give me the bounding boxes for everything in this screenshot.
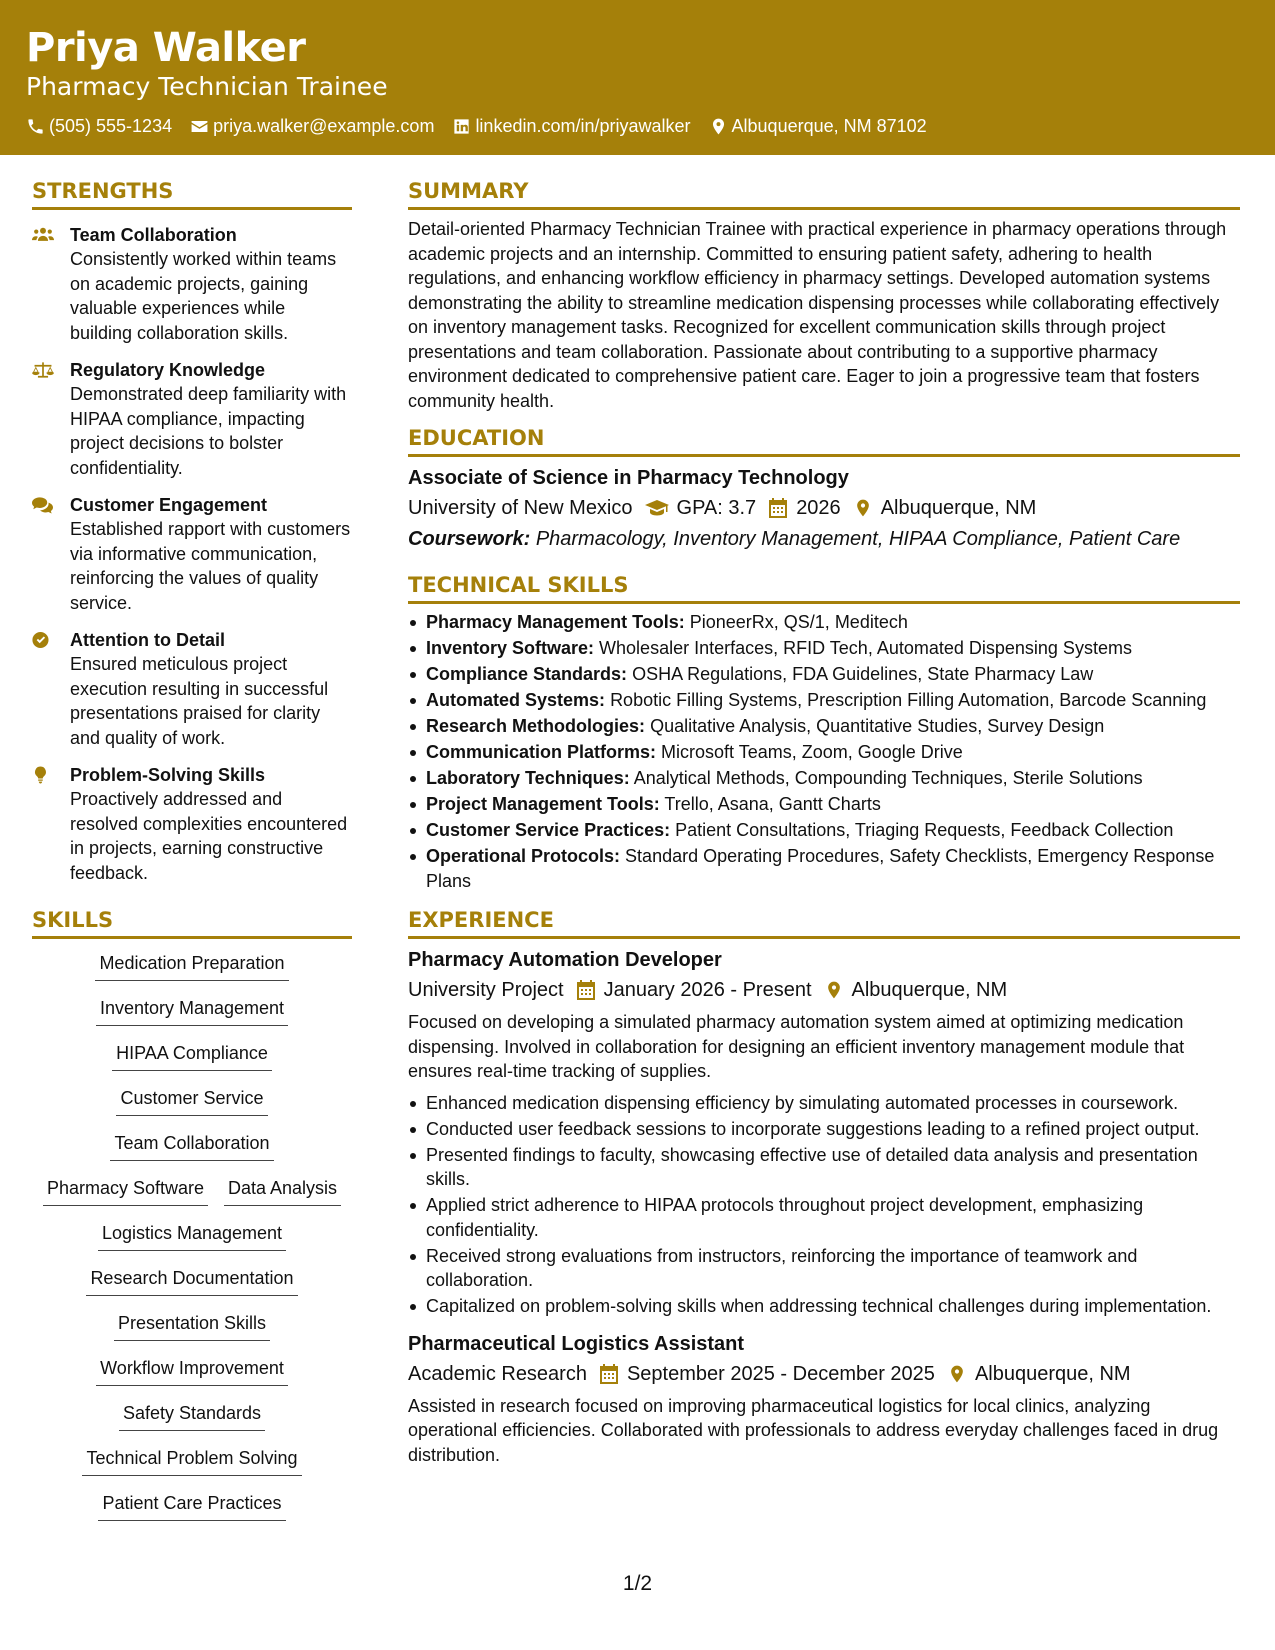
strength-desc: Demonstrated deep familiarity with HIPAA compliance, impacting project decisions to bolster confidentiality.	[70, 384, 347, 478]
strength-desc: Ensured meticulous project execution resulting in successful presentations praised for clarity and quality of work.	[70, 654, 329, 748]
job-location: Albuquerque, NM	[851, 979, 1008, 1001]
strength-title: Customer Engagement	[70, 495, 268, 515]
strength-title: Regulatory Knowledge	[70, 360, 266, 380]
list-item: Customer Service Practices: Patient Consultations, Triaging Requests, Feedback Collection	[408, 818, 1240, 843]
comments-icon	[32, 495, 54, 515]
resume-header	[0, 0, 1275, 155]
technical-skills-heading: TECHNICAL SKILLS	[408, 572, 1240, 604]
job-meta	[408, 977, 1240, 1003]
job-dates: January 2026 - Present	[603, 979, 812, 1001]
graduation-cap-icon	[645, 498, 669, 518]
education-meta	[408, 495, 1240, 521]
education-location: Albuquerque, NM	[880, 497, 1037, 519]
summary-text: Detail-oriented Pharmacy Technician Trainee with practical experience in pharmacy operations through academic projects and an internship. Committed to ensuring patient safety, adhering to health regulations, and enhancing workflow efficiency in pharmacy settings. Developed automation systems demonstrating the ability to streamline medication dispensing processes while collaborating effectively on inventory management tasks. Recognized for excellent communication skills through project presentations and team collaboration. Passionate about contributing to a supportive pharmacy environment dedicated to comprehensive patient care. Eager to join a progressive team that fosters community health.	[408, 219, 1227, 411]
job-dates: September 2025 - December 2025	[626, 1362, 935, 1385]
education-section	[408, 425, 1240, 552]
list-item: Presented findings to faculty, showcasing effective use of detailed data analysis and presentation skills.	[408, 1143, 1240, 1192]
technical-skills-list	[408, 610, 1240, 893]
skill-tag: Team Collaboration	[110, 1131, 273, 1161]
skill-tag: Medication Preparation	[95, 951, 288, 981]
map-marker-icon	[947, 1364, 967, 1384]
list-item: Communication Platforms: Microsoft Teams, Zoom, Google Drive	[408, 740, 1240, 765]
phone-text: (505) 555-1234	[49, 116, 173, 136]
skill-tag: Technical Problem Solving	[82, 1446, 301, 1476]
skill-tag: Presentation Skills	[114, 1311, 270, 1341]
phone-icon	[26, 117, 45, 136]
strength-title: Attention to Detail	[70, 630, 225, 650]
coursework-text: Pharmacology, Inventory Management, HIPAA Compliance, Patient Care	[535, 528, 1181, 550]
strength-item	[32, 223, 352, 345]
coursework-line	[408, 526, 1240, 552]
map-marker-icon	[709, 117, 728, 136]
list-item: Compliance Standards: OSHA Regulations, FDA Guidelines, State Pharmacy Law	[408, 662, 1240, 687]
map-marker-icon	[824, 980, 844, 1000]
skill-tag: Inventory Management	[96, 996, 288, 1026]
users-icon	[32, 225, 54, 245]
location-text: Albuquerque, NM 87102	[731, 116, 927, 136]
list-item: Operational Protocols: Standard Operating Procedures, Safety Checklists, Emergency Response Plans	[408, 844, 1240, 893]
map-marker-icon	[853, 498, 873, 518]
calendar-icon	[768, 498, 788, 518]
experience-entry	[408, 1331, 1240, 1468]
list-item: Enhanced medication dispensing efficiency by simulating automated processes in coursework.	[408, 1091, 1240, 1116]
strength-item	[32, 763, 352, 885]
experience-section	[408, 907, 1240, 1467]
skill-tag: Safety Standards	[119, 1401, 265, 1431]
job-bullets	[408, 1091, 1240, 1319]
scale-icon	[32, 360, 54, 380]
list-item: Applied strict adherence to HIPAA protocols throughout project development, emphasizing confidentiality.	[408, 1193, 1240, 1242]
skill-tag: Workflow Improvement	[96, 1356, 288, 1386]
calendar-icon	[599, 1364, 619, 1384]
strength-desc: Established rapport with customers via informative communication, reinforcing the values of quality service.	[70, 519, 351, 613]
email-text: priya.walker@example.com	[213, 116, 435, 136]
skill-tag: Data Analysis	[224, 1176, 341, 1206]
degree-title: Associate of Science in Pharmacy Technology	[408, 467, 849, 489]
strength-item	[32, 628, 352, 750]
skill-tag: HIPAA Compliance	[112, 1041, 272, 1071]
list-item: Inventory Software: Wholesaler Interfaces, RFID Tech, Automated Dispensing Systems	[408, 636, 1240, 661]
left-column	[32, 178, 352, 1536]
strength-desc: Consistently worked within teams on academic projects, gaining valuable experiences while building collaboration skills.	[70, 249, 337, 343]
job-description: Focused on developing a simulated pharmacy automation system aimed at optimizing medication dispensing. Involved in collaboration for designing an efficient inventory management module that ensures real-time tracking of supplies.	[408, 1012, 1185, 1081]
contact-phone[interactable]	[26, 115, 172, 137]
strength-title: Problem-Solving Skills	[70, 765, 266, 785]
strength-item	[32, 358, 352, 480]
contact-bar	[26, 115, 1249, 137]
candidate-title: Pharmacy Technician Trainee	[26, 72, 388, 101]
strength-title: Team Collaboration	[70, 225, 237, 245]
gpa-text: GPA: 3.7	[676, 497, 757, 519]
linkedin-text: linkedin.com/in/priyawalker	[475, 116, 691, 136]
job-description: Assisted in research focused on improving pharmaceutical logistics for local clinics, analyzing operational efficiencies. Collaborated with professionals to address everyday challenges faced in drug distribution.	[408, 1395, 1219, 1465]
skill-tag: Pharmacy Software	[43, 1176, 208, 1206]
page-number: 1/2	[622, 1572, 653, 1595]
education-heading: EDUCATION	[408, 425, 1240, 457]
contact-location	[709, 115, 927, 137]
linkedin-icon	[452, 117, 471, 136]
list-item: Pharmacy Management Tools: PioneerRx, QS/1, Meditech	[408, 610, 1240, 635]
list-item: Laboratory Techniques: Analytical Methods, Compounding Techniques, Sterile Solutions	[408, 766, 1240, 791]
check-circle-icon	[32, 630, 54, 650]
list-item: Received strong evaluations from instructors, reinforcing the importance of teamwork and collaboration.	[408, 1244, 1240, 1293]
strengths-heading: STRENGTHS	[32, 178, 352, 210]
job-meta	[408, 1361, 1240, 1387]
skill-tag: Logistics Management	[98, 1221, 286, 1251]
list-item: Conducted user feedback sessions to incorporate suggestions leading to a refined project output.	[408, 1117, 1240, 1142]
candidate-name: Priya Walker	[26, 25, 306, 71]
list-item: Project Management Tools: Trello, Asana, Gantt Charts	[408, 792, 1240, 817]
school-name: University of New Mexico	[408, 497, 633, 519]
job-org: Academic Research	[408, 1362, 587, 1385]
skill-tag: Patient Care Practices	[98, 1491, 285, 1521]
coursework-label: Coursework:	[408, 528, 531, 550]
experience-heading: EXPERIENCE	[408, 907, 1240, 939]
job-location: Albuquerque, NM	[974, 1362, 1131, 1385]
job-org: University Project	[408, 979, 564, 1001]
experience-entry	[408, 947, 1240, 1319]
skill-tag: Customer Service	[116, 1086, 267, 1116]
skills-heading: SKILLS	[32, 907, 352, 939]
lightbulb-icon	[32, 765, 54, 785]
calendar-icon	[576, 980, 596, 1000]
list-item: Research Methodologies: Qualitative Analysis, Quantitative Studies, Survey Design	[408, 714, 1240, 739]
summary-heading: SUMMARY	[408, 178, 1240, 210]
technical-skills-section	[408, 572, 1240, 893]
graduation-year: 2026	[796, 497, 841, 519]
job-title: Pharmacy Automation Developer	[408, 949, 722, 971]
strength-item	[32, 493, 352, 615]
contact-linkedin[interactable]	[452, 115, 690, 137]
right-column	[408, 178, 1240, 1467]
skill-tag: Research Documentation	[86, 1266, 297, 1296]
skills-list	[32, 951, 352, 1536]
contact-email[interactable]	[190, 115, 434, 137]
list-item: Automated Systems: Robotic Filling Systems, Prescription Filling Automation, Barcode Scanning	[408, 688, 1240, 713]
job-title: Pharmaceutical Logistics Assistant	[408, 1332, 745, 1355]
strength-desc: Proactively addressed and resolved complexities encountered in projects, earning constructive feedback.	[70, 789, 348, 883]
envelope-icon	[190, 117, 209, 136]
list-item: Capitalized on problem-solving skills when addressing technical challenges during implementation.	[408, 1294, 1240, 1319]
